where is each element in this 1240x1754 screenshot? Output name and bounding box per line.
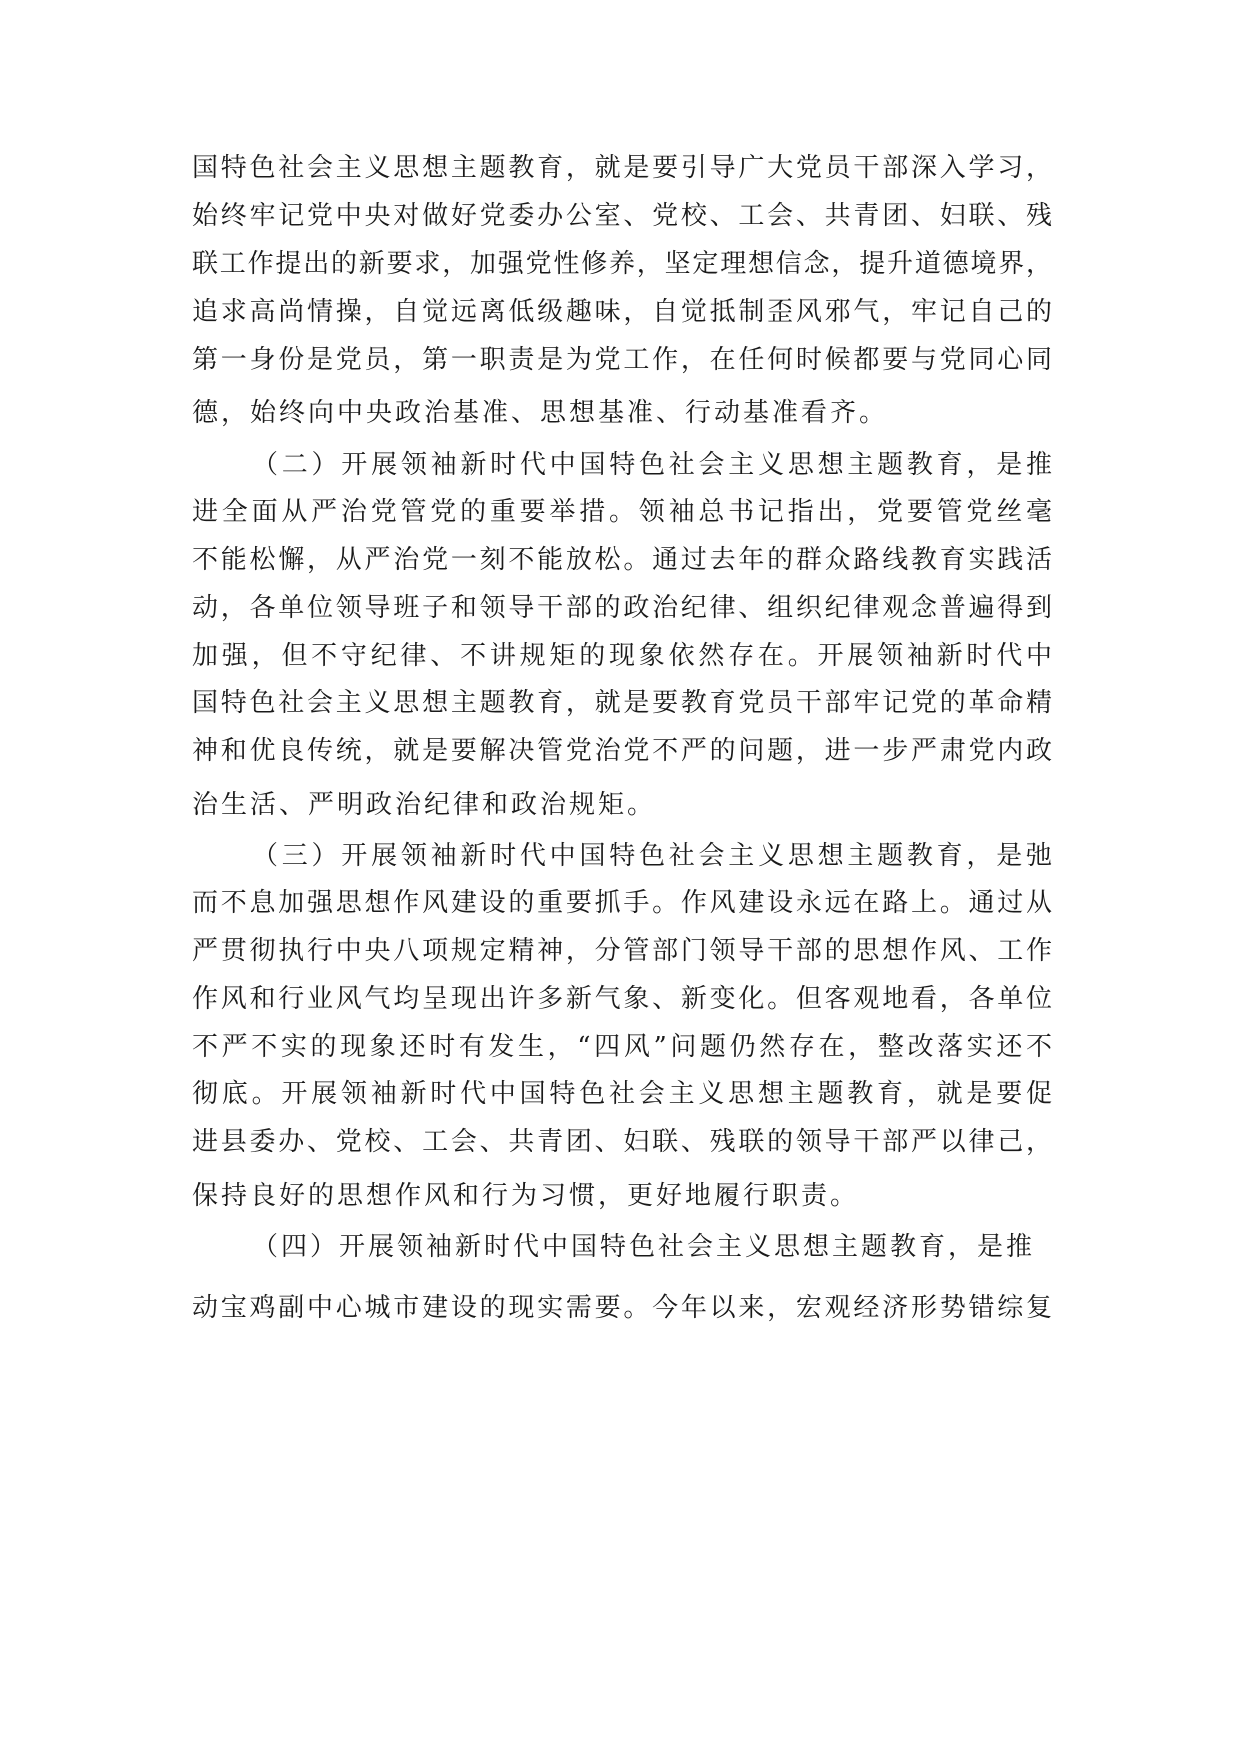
paragraph-end-line: 治生活、严明政治纪律和政治规矩。 bbox=[192, 790, 657, 820]
section-heading-line: （四）开展领袖新时代中国特色社会主义思想主题教育，是推 bbox=[252, 1232, 1036, 1262]
body-text-line: 追求高尚情操，自觉远离低级趣味，自觉抵制歪风邪气，牢记自己的 bbox=[192, 297, 1052, 327]
body-text-line: 作风和行业风气均呈现出许多新气象、新变化。但客观地看，各单位 bbox=[192, 984, 1052, 1014]
body-text-line: 神和优良传统，就是要解决管党治党不严的问题，进一步严肃党内政 bbox=[192, 736, 1052, 766]
body-text-line: 进县委办、党校、工会、共青团、妇联、残联的领导干部严以律己， bbox=[192, 1127, 1052, 1157]
body-text-line: 进全面从严治党管党的重要举措。领袖总书记指出，党要管党丝毫 bbox=[192, 497, 1052, 527]
body-text-line: 严贯彻执行中央八项规定精神，分管部门领导干部的思想作风、工作 bbox=[192, 936, 1052, 966]
body-text-line: 国特色社会主义思想主题教育，就是要引导广大党员干部深入学习， bbox=[192, 153, 1052, 183]
body-text-line: 加强，但不守纪律、不讲规矩的现象依然存在。开展领袖新时代中 bbox=[192, 641, 1052, 671]
paragraph-end-line: 保持良好的思想作风和行为习惯，更好地履行职责。 bbox=[192, 1181, 860, 1211]
body-text-line: 动，各单位领导班子和领导干部的政治纪律、组织纪律观念普遍得到 bbox=[192, 593, 1052, 623]
body-text-line: 第一身份是党员，第一职责是为党工作，在任何时候都要与党同心同 bbox=[192, 345, 1052, 375]
body-text-line: 不能松懈，从严治党一刻不能放松。通过去年的群众路线教育实践活 bbox=[192, 545, 1052, 575]
section-heading-line: （三）开展领袖新时代中国特色社会主义思想主题教育，是弛 bbox=[252, 841, 1052, 871]
section-heading-line: （二）开展领袖新时代中国特色社会主义思想主题教育，是推 bbox=[252, 450, 1052, 480]
body-text-line: 而不息加强思想作风建设的重要抓手。作风建设永远在路上。通过从 bbox=[192, 888, 1052, 918]
body-text-line: 始终牢记党中央对做好党委办公室、党校、工会、共青团、妇联、残 bbox=[192, 201, 1052, 231]
body-text-line: 联工作提出的新要求，加强党性修养，坚定理想信念，提升道德境界， bbox=[192, 249, 1052, 279]
body-text-line: 彻底。开展领袖新时代中国特色社会主义思想主题教育，就是要促 bbox=[192, 1079, 1052, 1109]
body-text-line: 国特色社会主义思想主题教育，就是要教育党员干部牢记党的革命精 bbox=[192, 688, 1052, 718]
body-text-line: 动宝鸡副中心城市建设的现实需要。今年以来，宏观经济形势错综复 bbox=[192, 1293, 1052, 1323]
paragraph-end-line: 德，始终向中央政治基准、思想基准、行动基准看齐。 bbox=[192, 398, 889, 428]
body-text-line: 不严不实的现象还时有发生，“四风”问题仍然存在，整改落实还不 bbox=[192, 1032, 1052, 1062]
